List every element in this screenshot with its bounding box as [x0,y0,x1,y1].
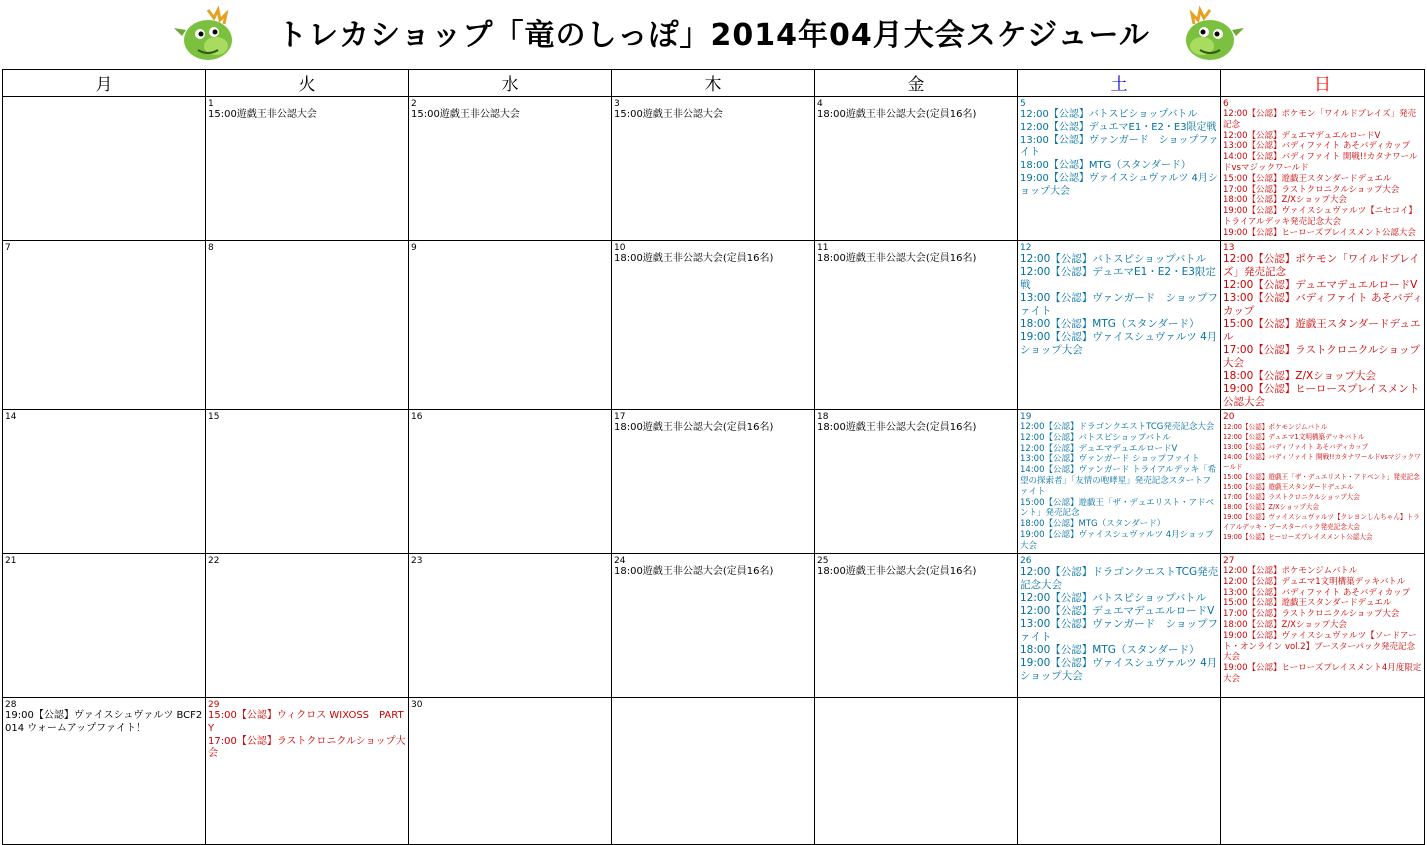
event-item: 12:00【公認】デュエマE1・E2・E3限定戦 [1020,266,1216,291]
weekday-header: 月 [3,70,206,97]
event-item: 13:00【公認】ヴァンガード ショップファイト [1020,618,1218,643]
event-item: 17:00【公認】ラストクロニクルショップ大会 [1223,493,1360,501]
event-list [409,109,611,122]
day-cell[interactable] [409,241,612,410]
event-item: 12:00【公認】バトスピショップバトル [1020,109,1198,120]
weekday-header: 火 [206,70,409,97]
event-item: 12:00【公認】デュエマ1文明構築デッキバトル [1223,576,1406,587]
day-cell[interactable] [1018,410,1221,554]
day-number: 14 [5,412,17,422]
event-item: 13:00【公認】バディファイト あそバディカップ [1223,141,1411,152]
event-item: 15:00【公認】遊戯王スタンダードデュエル [1223,598,1392,609]
event-item: 13:00【公認】バディファイト あそバディカップ [1223,292,1423,317]
event-item: 12:00【公認】デュエマ1文明構築デッキバトル [1223,433,1365,441]
event-item: 15:00【公認】ウィクロス WIXOSS PARTY [208,710,404,734]
day-cell[interactable] [206,410,409,554]
day-cell[interactable] [1221,97,1425,241]
event-list [206,710,408,761]
event-item: 18:00遊戯王非公認大会(定員16名) [817,253,977,264]
day-number: 28 [5,700,17,710]
weekday-header: 木 [612,70,815,97]
week-row [3,410,1425,554]
week-row [3,554,1425,698]
event-item: 18:00【公認】Z/Xショップ大会 [1223,503,1320,511]
day-number: 3 [614,99,620,109]
day-number: 5 [1020,99,1026,109]
event-item: 18:00【公認】MTG（スタンダード） [1020,644,1200,656]
event-item: 14:00【公認】ヴァンガード トライアルデッキ「希望の探索者」「友情の咆哮星」発売記念スタートファイト [1020,465,1217,497]
day-cell[interactable] [206,97,409,241]
event-item: 18:00遊戯王非公認大会(定員16名) [817,422,977,433]
day-cell[interactable] [409,554,612,698]
day-cell[interactable] [1018,698,1221,845]
week-row [3,241,1425,410]
event-list [1221,422,1424,542]
day-cell[interactable] [815,97,1018,241]
day-cell[interactable] [612,698,815,845]
event-item: 12:00【公認】ドラゴンクエストTCG発売記念大会 [1020,566,1219,591]
day-cell[interactable] [409,698,612,845]
event-item: 18:00【公認】MTG（スタンダード） [1020,519,1166,530]
event-list [815,253,1017,266]
day-cell[interactable] [1221,241,1425,410]
week-row [3,698,1425,845]
day-cell[interactable] [612,410,815,554]
day-number: 10 [614,243,626,253]
event-item: 12:00【公認】デュエマデュエルロードV [1223,130,1381,141]
weekday-header: 金 [815,70,1018,97]
event-item: 12:00【公認】バトスピショップバトル [1020,253,1207,265]
day-cell[interactable] [1221,410,1425,554]
day-cell[interactable] [815,241,1018,410]
day-number [1221,698,1424,700]
event-item: 12:00【公認】ドラゴンクエストTCG発売記念大会 [1020,422,1215,432]
day-number: 1 [208,99,214,109]
day-cell[interactable] [1221,698,1425,845]
event-item: 19:00【公認】ヴァイスシュヴァルツ BCF2014 ウォームアップファイト！ [5,710,203,734]
day-number: 24 [614,556,626,566]
day-number [1018,698,1220,700]
event-item: 13:00【公認】ヴァンガード ショップファイト [1020,292,1218,317]
event-item: 12:00【公認】ポケモン「ワイルドブレイズ」発売記念 [1223,253,1420,278]
event-item: 13:00【公認】ヴァンガード ショップファイト [1020,454,1200,465]
day-number: 17 [614,412,626,422]
day-cell[interactable] [1018,97,1221,241]
day-cell[interactable] [1018,241,1221,410]
day-cell[interactable] [815,698,1018,845]
event-item: 14:00【公認】バディファイト 開戦!!カタナワールドvsマジックワールド [1223,152,1418,173]
event-list [1018,109,1220,199]
event-item: 12:00【公認】デュエマE1・E2・E3限定戦 [1020,121,1217,133]
event-list [612,422,814,435]
day-number: 21 [5,556,17,566]
day-number: 29 [208,700,220,710]
event-item: 12:00【公認】バトスピショップバトル [1020,432,1171,443]
day-number: 25 [817,556,829,566]
event-list [1221,253,1424,409]
calendar-table [2,69,1425,845]
event-item: 18:00【公認】Z/Xショップ大会 [1223,370,1376,382]
day-number: 22 [208,556,220,566]
event-list [612,253,814,266]
event-item: 12:00【公認】デュエマデュエルロードV [1223,279,1418,291]
event-item: 18:00【公認】MTG（スタンダード） [1020,160,1191,172]
day-number: 7 [5,243,11,253]
event-item: 19:00【公認】ヒーローズプレイスメント公認大会 [1223,533,1373,541]
day-number: 9 [411,243,417,253]
day-number: 20 [1223,412,1235,422]
day-cell[interactable] [612,241,815,410]
event-item: 17:00【公認】ラストクロニクルショップ大会 [1223,609,1400,620]
event-list [1221,566,1424,685]
event-item: 19:00【公認】ヒーローズプレイスメント公認大会 [1223,227,1416,238]
day-cell[interactable] [1018,554,1221,698]
day-number: 6 [1223,99,1229,109]
page-header [0,0,1427,68]
event-list [206,109,408,122]
day-cell[interactable] [3,554,206,698]
dragon-mascot-icon [1180,6,1246,64]
event-item: 13:00【公認】バディファイト あそバディカップ [1223,587,1411,598]
event-item: 15:00【公認】遊戯王スタンダードデュエル [1223,318,1421,343]
event-list [3,710,205,736]
event-item: 13:00【公認】バディファイト あそバディカップ [1223,443,1369,451]
event-item: 15:00【公認】遊戯王スタンダードデュエル [1223,483,1354,491]
event-item: 13:00【公認】ヴァンガード ショップファイト [1020,134,1219,159]
event-list [612,109,814,122]
weekday-header-saturday: 土 [1018,70,1221,97]
day-number: 4 [817,99,823,109]
event-item: 19:00【公認】ヴァイスシュヴァルツ【ソードアート・オンライン vol.2】ブースターパック発売記念大会 [1223,630,1417,663]
event-item: 15:00【公認】遊戯王「ザ・デュエリスト・アドベント」発売記念 [1223,473,1420,481]
day-number: 30 [411,700,423,710]
event-item: 18:00遊戯王非公認大会(定員16名) [614,253,774,264]
day-number: 15 [208,412,220,422]
page-title: トレカショップ「竜のしっぽ」2014年04月大会スケジュール [277,18,1150,53]
event-item: 15:00遊戯王非公認大会 [614,109,723,120]
day-number: 2 [411,99,417,109]
event-list [815,422,1017,435]
event-list [1221,109,1424,239]
day-number: 19 [1020,412,1032,422]
day-cell[interactable] [3,698,206,845]
event-item: 12:00【公認】バトスピショップバトル [1020,592,1207,604]
event-list [815,566,1017,579]
event-item: 19:00【公認】ヒーローズプレイスメント4月度限定大会 [1223,663,1422,684]
day-cell[interactable] [206,554,409,698]
event-item: 19:00【公認】ヴァイスシュヴァルツ 4月ショップ大会 [1020,172,1218,197]
event-item: 19:00【公認】ヴァイスシュヴァルツ 4月ショップ大会 [1020,657,1218,682]
day-cell[interactable] [3,97,206,241]
event-item: 18:00遊戯王非公認大会(定員16名) [817,109,977,120]
event-list [815,109,1017,122]
day-cell[interactable] [815,554,1018,698]
day-cell[interactable] [206,698,409,845]
event-item: 19:00【公認】ヴァイスシュヴァルツ 4月ショップ大会 [1020,331,1218,356]
day-number: 27 [1223,556,1235,566]
day-cell[interactable] [3,410,206,554]
event-item: 12:00【公認】ポケモンジムバトル [1223,423,1328,431]
day-number: 23 [411,556,423,566]
event-list [1018,422,1220,552]
event-item: 19:00【公認】ヴァイスシュヴァルツ【クレヨンしんちゃん】トライアルデッキ・ブースターパック発売記念大会 [1223,513,1420,531]
day-number: 12 [1020,243,1032,253]
day-cell[interactable] [612,97,815,241]
weekday-header-row [3,70,1425,97]
day-number: 13 [1223,243,1235,253]
day-number [3,97,205,99]
day-cell[interactable] [612,554,815,698]
week-row [3,97,1425,241]
day-number: 16 [411,412,423,422]
day-number: 11 [817,243,829,253]
event-item: 17:00【公認】ラストクロニクルショップ大会 [1223,344,1420,369]
day-number: 26 [1020,556,1032,566]
event-item: 12:00【公認】ポケモン「ワイルドブレイズ」発売記念 [1223,109,1417,130]
event-item: 19:00【公認】ヒーロースプレイスメント公認大会 [1223,383,1420,408]
day-cell[interactable] [206,241,409,410]
event-item: 17:00【公認】ラストクロニクルショップ大会 [208,735,406,760]
event-item: 18:00遊戯王非公認大会(定員16名) [614,566,774,577]
event-item: 14:00【公認】バディファイト 開戦!!カタナワールドvsマジックワールド [1223,453,1421,471]
day-number [815,698,1017,700]
weekday-header: 水 [409,70,612,97]
event-item: 18:00【公認】Z/Xショップ大会 [1223,195,1347,206]
event-item: 18:00【公認】Z/Xショップ大会 [1223,619,1347,630]
event-item: 15:00【公認】遊戯王スタンダードデュエル [1223,173,1392,184]
day-number: 8 [208,243,214,253]
event-list [1018,253,1220,357]
day-cell[interactable] [1221,554,1425,698]
event-item: 18:00遊戯王非公認大会(定員16名) [817,566,977,577]
event-item: 15:00【公認】遊戯王「ザ・デュエリスト・アドベント」発売記念 [1020,497,1215,519]
day-cell[interactable] [815,410,1018,554]
weekday-header-sunday: 日 [1221,70,1425,97]
event-item: 12:00【公認】ポケモンジムバトル [1223,566,1358,576]
day-cell[interactable] [3,241,206,410]
day-number [612,698,814,700]
event-item: 17:00【公認】ラストクロニクルショップ大会 [1223,184,1400,195]
event-item: 19:00【公認】ヴァイスシュヴァルツ【ニセコイ】トライアルデッキ発売記念大会 [1223,206,1417,227]
day-number: 18 [817,412,829,422]
day-cell[interactable] [409,97,612,241]
event-item: 12:00【公認】デュエマデュエルロードV [1020,443,1178,454]
event-item: 18:00【公認】MTG（スタンダード） [1020,318,1200,330]
event-list [612,566,814,579]
event-list [1018,566,1220,683]
event-item: 18:00遊戯王非公認大会(定員16名) [614,422,774,433]
day-cell[interactable] [409,410,612,554]
event-item: 12:00【公認】デュエマデュエルロードV [1020,605,1215,617]
event-item: 15:00遊戯王非公認大会 [411,109,520,120]
event-item: 19:00【公認】ヴァイスシュヴァルツ 4月ショップ大会 [1020,529,1214,551]
event-item: 15:00遊戯王非公認大会 [208,109,317,120]
